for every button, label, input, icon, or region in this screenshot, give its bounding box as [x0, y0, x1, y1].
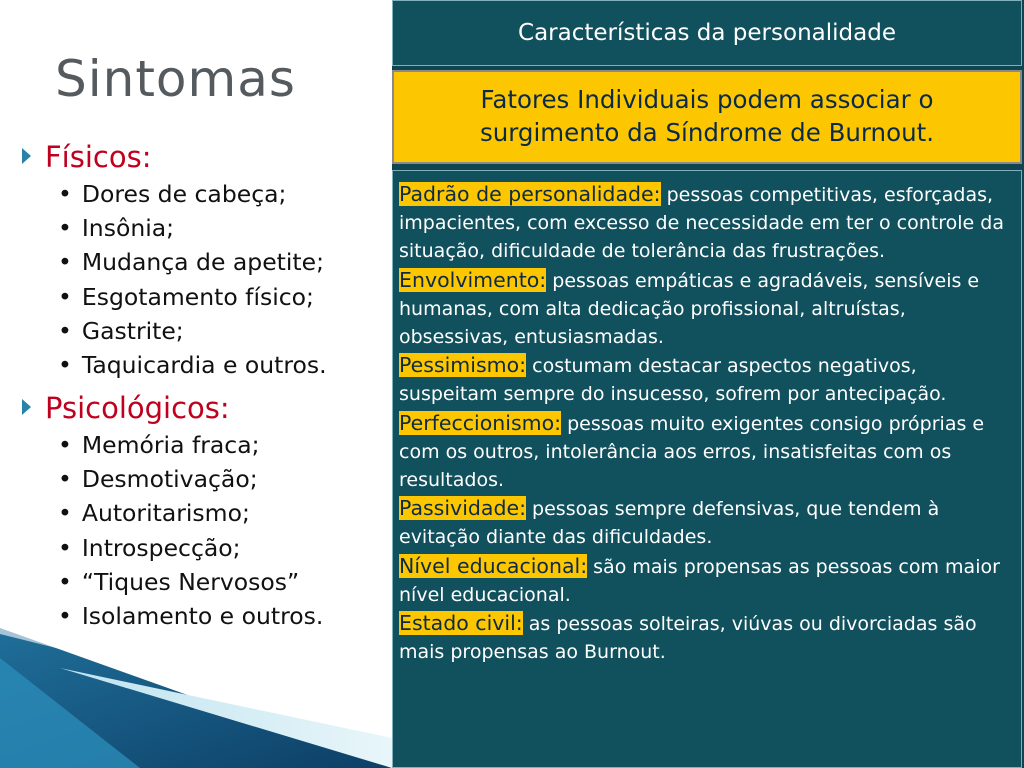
category-label: Psicológicos: [45, 391, 230, 425]
list-item: • Autoritarismo; [58, 496, 323, 530]
left-panel [0, 0, 392, 768]
trait-paragraph [399, 409, 1009, 495]
list-item: • Mudança de apetite; [58, 245, 327, 279]
slide-title: Sintomas [55, 50, 296, 108]
traits-box [392, 170, 1022, 768]
trait-description: costumam destacar aspectos negativos, suspeitam sempre do insucesso, sofrem por antecipação. [399, 355, 947, 406]
trait-paragraph [399, 494, 1009, 551]
trait-description: as pessoas solteiras, viúvas ou divorciadas são mais propensas ao Burnout. [399, 613, 977, 664]
list-item: • Dores de cabeça; [58, 177, 327, 211]
list-item: • Isolamento e outros. [58, 599, 323, 633]
trait-paragraph [399, 609, 1009, 666]
trait-term: Envolvimento: [399, 267, 547, 292]
trait-paragraph [399, 180, 1009, 266]
decorative-wave-graphic [0, 628, 392, 768]
trait-term: Padrão de personalidade: [399, 182, 661, 206]
trait-term: Nível educacional: [399, 553, 588, 578]
trait-paragraph [399, 351, 1009, 408]
highlight-line: Fatores Individuais podem associar o [480, 85, 934, 114]
trait-term: Passividade: [399, 496, 526, 521]
category-fisicos [22, 140, 151, 174]
list-item: • Gastrite; [58, 314, 327, 348]
trait-term: Pessimismo: [399, 353, 527, 378]
highlight-line: surgimento da Síndrome de Burnout. [479, 118, 934, 147]
list-item: • Desmotivação; [58, 462, 323, 496]
list-item: • “Tiques Nervosos” [58, 565, 323, 599]
triangle-bullet-icon [22, 148, 31, 164]
trait-paragraph [399, 266, 1009, 352]
psicologicos-list [58, 428, 323, 633]
list-item: • Memória fraca; [58, 428, 323, 462]
list-item: • Introspecção; [58, 531, 323, 565]
trait-description: pessoas empáticas e agradáveis, sensíveis e humanas, com alta dedicação profissional, altruístas, obsessivas, entusiasmadas. [399, 269, 980, 349]
list-item: • Insônia; [58, 211, 327, 245]
trait-description: pessoas competitivas, esforçadas, impacientes, com excesso de necessidade em ter o controle da situação, dificuldade de tolerância das frustrações. [399, 184, 1004, 263]
panel-header: Características da personalidade [392, 0, 1022, 66]
list-item: • Taquicardia e outros. [58, 348, 327, 382]
trait-paragraph [399, 552, 1009, 609]
trait-term: Perfeccionismo: [399, 410, 562, 435]
category-psicologicos [22, 391, 230, 425]
triangle-bullet-icon [22, 399, 31, 415]
highlight-box [392, 70, 1022, 164]
list-item: • Esgotamento físico; [58, 280, 327, 314]
fisicos-list [58, 177, 327, 382]
trait-description: são mais propensas as pessoas com maior nível educacional. [399, 555, 1000, 606]
right-panel [392, 0, 1024, 768]
trait-term: Estado civil: [399, 611, 523, 636]
category-label: Físicos: [45, 140, 152, 174]
trait-description: pessoas muito exigentes consigo próprias e com os outros, intolerância aos erros, insatisfeitas com os resultados. [399, 412, 985, 492]
trait-description: pessoas sempre defensivas, que tendem à evitação diante das dificuldades. [399, 498, 940, 549]
